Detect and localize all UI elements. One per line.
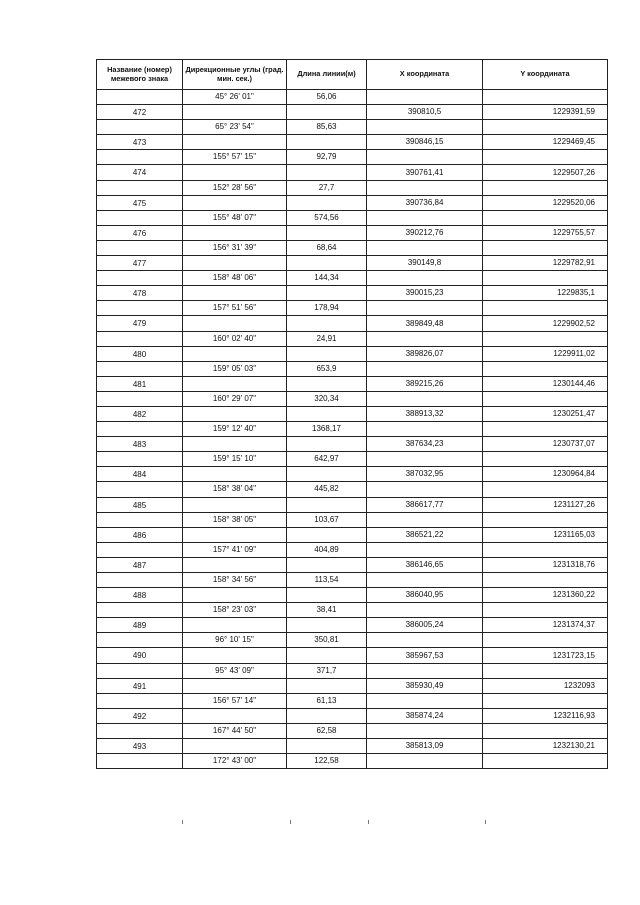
x-coordinate-cell: 387634,23 [367,437,483,452]
marker-name-cell: 472 [97,105,183,120]
line-length-cell: 178,94 [287,301,367,316]
y-coordinate-cell: 1231374,37 [483,618,608,633]
empty-cell [97,693,183,708]
empty-cell [367,422,483,437]
empty-cell [287,497,367,512]
table-row [97,482,608,497]
direction-angle-cell: 158° 34' 56" [183,573,287,588]
x-coordinate-cell: 389215,26 [367,376,483,391]
x-coordinate-cell: 389849,48 [367,316,483,331]
x-coordinate-cell: 390761,41 [367,165,483,180]
empty-cell [287,316,367,331]
empty-cell [367,693,483,708]
table-row [97,90,608,105]
empty-cell [483,482,608,497]
empty-cell [287,225,367,240]
table-row [97,452,608,467]
column-line-extension [182,820,183,824]
header-marker-name: Название (номер) межевого знака [97,60,183,90]
empty-cell [97,482,183,497]
table-row [97,120,608,135]
empty-cell [483,331,608,346]
empty-cell [367,301,483,316]
x-coordinate-cell: 390015,23 [367,286,483,301]
line-length-cell: 350,81 [287,633,367,648]
table-row [97,618,608,633]
empty-cell [367,542,483,557]
empty-cell [183,467,287,482]
empty-cell [97,331,183,346]
table-row [97,150,608,165]
table-row [97,361,608,376]
x-coordinate-cell: 385813,09 [367,739,483,754]
empty-cell [483,754,608,769]
empty-cell [97,210,183,225]
empty-cell [183,708,287,723]
empty-cell [183,286,287,301]
empty-cell [483,603,608,618]
y-coordinate-cell: 1229520,06 [483,195,608,210]
empty-cell [367,331,483,346]
table-row [97,437,608,452]
y-coordinate-cell: 1229902,52 [483,316,608,331]
empty-cell [483,120,608,135]
direction-angle-cell: 159° 12' 40" [183,422,287,437]
empty-cell [97,120,183,135]
empty-cell [97,754,183,769]
empty-cell [483,542,608,557]
table-row [97,754,608,769]
table-row [97,723,608,738]
table-row [97,271,608,286]
empty-cell [183,225,287,240]
x-coordinate-cell: 389826,07 [367,346,483,361]
empty-cell [483,693,608,708]
y-coordinate-cell: 1230144,46 [483,376,608,391]
column-line-extension [290,820,291,824]
x-coordinate-cell: 390736,84 [367,195,483,210]
empty-cell [97,603,183,618]
y-coordinate-cell: 1229782,91 [483,256,608,271]
y-coordinate-cell: 1229835,1 [483,286,608,301]
x-coordinate-cell: 386617,77 [367,497,483,512]
table-row [97,663,608,678]
empty-cell [287,286,367,301]
empty-cell [483,422,608,437]
table-header [97,60,608,90]
marker-name-cell: 483 [97,437,183,452]
empty-cell [483,663,608,678]
table-row [97,512,608,527]
empty-cell [483,240,608,255]
empty-cell [287,135,367,150]
marker-name-cell: 474 [97,165,183,180]
empty-cell [97,422,183,437]
empty-cell [483,391,608,406]
empty-cell [183,346,287,361]
empty-cell [287,708,367,723]
empty-cell [183,105,287,120]
table-row [97,165,608,180]
line-length-cell: 62,58 [287,723,367,738]
line-length-cell: 56,06 [287,90,367,105]
empty-cell [367,150,483,165]
empty-cell [287,105,367,120]
direction-angle-cell: 159° 15' 10" [183,452,287,467]
empty-cell [183,376,287,391]
empty-cell [483,210,608,225]
empty-cell [367,663,483,678]
y-coordinate-cell: 1231165,03 [483,527,608,542]
table-row [97,301,608,316]
marker-name-cell: 487 [97,557,183,572]
empty-cell [183,316,287,331]
empty-cell [287,165,367,180]
empty-cell [183,497,287,512]
x-coordinate-cell: 390846,15 [367,135,483,150]
empty-cell [183,588,287,603]
table-row [97,527,608,542]
empty-cell [367,391,483,406]
empty-cell [483,573,608,588]
empty-cell [483,512,608,527]
table-row [97,240,608,255]
empty-cell [97,301,183,316]
direction-angle-cell: 158° 38' 05" [183,512,287,527]
empty-cell [367,361,483,376]
column-line-extension [485,820,486,824]
marker-name-cell: 481 [97,376,183,391]
marker-name-cell: 493 [97,739,183,754]
y-coordinate-cell: 1230251,47 [483,406,608,421]
empty-cell [483,90,608,105]
marker-name-cell: 478 [97,286,183,301]
empty-cell [483,633,608,648]
empty-cell [183,195,287,210]
empty-cell [367,90,483,105]
empty-cell [287,256,367,271]
marker-name-cell: 492 [97,708,183,723]
x-coordinate-cell: 388913,32 [367,406,483,421]
direction-angle-cell: 157° 41' 09" [183,542,287,557]
empty-cell [287,406,367,421]
empty-cell [97,271,183,286]
table-row [97,542,608,557]
table-row [97,633,608,648]
y-coordinate-cell: 1231318,76 [483,557,608,572]
empty-cell [287,678,367,693]
table-row [97,693,608,708]
empty-cell [287,527,367,542]
table-row [97,376,608,391]
marker-name-cell: 473 [97,135,183,150]
empty-cell [97,150,183,165]
empty-cell [287,376,367,391]
line-length-cell: 27,7 [287,180,367,195]
empty-cell [97,633,183,648]
marker-name-cell: 491 [97,678,183,693]
direction-angle-cell: 45° 26' 01" [183,90,287,105]
table-row [97,180,608,195]
direction-angle-cell: 167° 44' 50" [183,723,287,738]
empty-cell [367,240,483,255]
table-row [97,135,608,150]
marker-name-cell: 475 [97,195,183,210]
direction-angle-cell: 157° 51' 56" [183,301,287,316]
empty-cell [97,90,183,105]
empty-cell [367,573,483,588]
empty-cell [287,437,367,452]
empty-cell [97,361,183,376]
column-line-extension [368,820,369,824]
empty-cell [367,482,483,497]
line-length-cell: 144,34 [287,271,367,286]
direction-angle-cell: 155° 48' 07" [183,210,287,225]
y-coordinate-cell: 1229755,57 [483,225,608,240]
empty-cell [97,512,183,527]
line-length-cell: 92,79 [287,150,367,165]
y-coordinate-cell: 1232093 [483,678,608,693]
direction-angle-cell: 156° 31' 39" [183,240,287,255]
x-coordinate-cell: 386040,95 [367,588,483,603]
empty-cell [367,271,483,286]
marker-name-cell: 486 [97,527,183,542]
line-length-cell: 38,41 [287,603,367,618]
empty-cell [483,361,608,376]
empty-cell [183,648,287,663]
table-row [97,588,608,603]
y-coordinate-cell: 1232130,21 [483,739,608,754]
line-length-cell: 103,67 [287,512,367,527]
y-coordinate-cell: 1229507,26 [483,165,608,180]
empty-cell [287,195,367,210]
y-coordinate-cell: 1231360,22 [483,588,608,603]
header-x-coordinate: X координата [367,60,483,90]
table-row [97,105,608,120]
line-length-cell: 371,7 [287,663,367,678]
line-length-cell: 61,13 [287,693,367,708]
empty-cell [97,240,183,255]
direction-angle-cell: 65° 23' 54" [183,120,287,135]
empty-cell [287,346,367,361]
table-body [97,90,608,769]
direction-angle-cell: 160° 29' 07" [183,391,287,406]
x-coordinate-cell: 385930,49 [367,678,483,693]
marker-name-cell: 484 [97,467,183,482]
empty-cell [287,467,367,482]
direction-angle-cell: 158° 38' 04" [183,482,287,497]
empty-cell [367,723,483,738]
x-coordinate-cell: 385874,24 [367,708,483,723]
empty-cell [367,452,483,467]
table-row [97,316,608,331]
x-coordinate-cell: 385967,53 [367,648,483,663]
empty-cell [97,180,183,195]
x-coordinate-cell: 390810,5 [367,105,483,120]
empty-cell [97,573,183,588]
empty-cell [183,527,287,542]
table-row [97,346,608,361]
direction-angle-cell: 172° 43' 00" [183,754,287,769]
direction-angle-cell: 152° 28' 56" [183,180,287,195]
marker-name-cell: 480 [97,346,183,361]
direction-angle-cell: 158° 48' 06" [183,271,287,286]
empty-cell [287,648,367,663]
empty-cell [367,633,483,648]
line-length-cell: 85,63 [287,120,367,135]
direction-angle-cell: 95° 43' 09" [183,663,287,678]
table-row [97,195,608,210]
empty-cell [367,512,483,527]
direction-angle-cell: 160° 02' 40" [183,331,287,346]
empty-cell [483,301,608,316]
y-coordinate-cell: 1231127,26 [483,497,608,512]
empty-cell [483,452,608,467]
table-row [97,573,608,588]
line-length-cell: 122,58 [287,754,367,769]
empty-cell [483,180,608,195]
line-length-cell: 445,82 [287,482,367,497]
line-length-cell: 24,91 [287,331,367,346]
y-coordinate-cell: 1229911,02 [483,346,608,361]
table-row [97,331,608,346]
boundary-markers-table [96,59,608,769]
marker-name-cell: 479 [97,316,183,331]
table-row [97,286,608,301]
y-coordinate-cell: 1230964,84 [483,467,608,482]
line-length-cell: 642,97 [287,452,367,467]
line-length-cell: 320,34 [287,391,367,406]
empty-cell [183,406,287,421]
y-coordinate-cell: 1231723,15 [483,648,608,663]
marker-name-cell: 476 [97,225,183,240]
line-length-cell: 1368,17 [287,422,367,437]
direction-angle-cell: 156° 57' 14" [183,693,287,708]
empty-cell [97,391,183,406]
line-length-cell: 404,89 [287,542,367,557]
empty-cell [183,739,287,754]
empty-cell [183,557,287,572]
header-y-coordinate: Y координата [483,60,608,90]
empty-cell [483,723,608,738]
table-row [97,225,608,240]
empty-cell [367,603,483,618]
x-coordinate-cell: 390212,76 [367,225,483,240]
empty-cell [483,271,608,286]
header-line-length: Длина линии(м) [287,60,367,90]
table-row [97,256,608,271]
empty-cell [183,618,287,633]
table-row [97,603,608,618]
empty-cell [287,588,367,603]
empty-cell [367,210,483,225]
empty-cell [183,437,287,452]
empty-cell [367,120,483,135]
y-coordinate-cell: 1230737,07 [483,437,608,452]
line-length-cell: 653,9 [287,361,367,376]
x-coordinate-cell: 390149,8 [367,256,483,271]
marker-name-cell: 485 [97,497,183,512]
table-row [97,391,608,406]
table-row [97,648,608,663]
empty-cell [287,739,367,754]
marker-name-cell: 477 [97,256,183,271]
empty-cell [183,165,287,180]
table-row [97,739,608,754]
x-coordinate-cell: 387032,95 [367,467,483,482]
table-row [97,406,608,421]
empty-cell [97,452,183,467]
table-row [97,497,608,512]
empty-cell [183,678,287,693]
empty-cell [483,150,608,165]
direction-angle-cell: 159° 05' 03" [183,361,287,376]
direction-angle-cell: 155° 57' 15" [183,150,287,165]
y-coordinate-cell: 1229391,59 [483,105,608,120]
empty-cell [97,663,183,678]
marker-name-cell: 489 [97,618,183,633]
line-length-cell: 68,64 [287,240,367,255]
empty-cell [287,557,367,572]
table-row [97,557,608,572]
empty-cell [183,256,287,271]
empty-cell [287,618,367,633]
empty-cell [367,180,483,195]
table-row [97,708,608,723]
marker-name-cell: 482 [97,406,183,421]
marker-name-cell: 490 [97,648,183,663]
table-row [97,467,608,482]
empty-cell [183,135,287,150]
table-row [97,422,608,437]
line-length-cell: 113,54 [287,573,367,588]
y-coordinate-cell: 1232116,93 [483,708,608,723]
y-coordinate-cell: 1229469,45 [483,135,608,150]
direction-angle-cell: 158° 23' 03" [183,603,287,618]
empty-cell [97,542,183,557]
empty-cell [97,723,183,738]
x-coordinate-cell: 386146,65 [367,557,483,572]
line-length-cell: 574,56 [287,210,367,225]
table-row [97,210,608,225]
marker-name-cell: 488 [97,588,183,603]
x-coordinate-cell: 386521,22 [367,527,483,542]
x-coordinate-cell: 386005,24 [367,618,483,633]
table-row [97,678,608,693]
direction-angle-cell: 96° 10' 15" [183,633,287,648]
empty-cell [367,754,483,769]
header-direction-angle: Дирекционные углы (град. мин. сек.) [183,60,287,90]
